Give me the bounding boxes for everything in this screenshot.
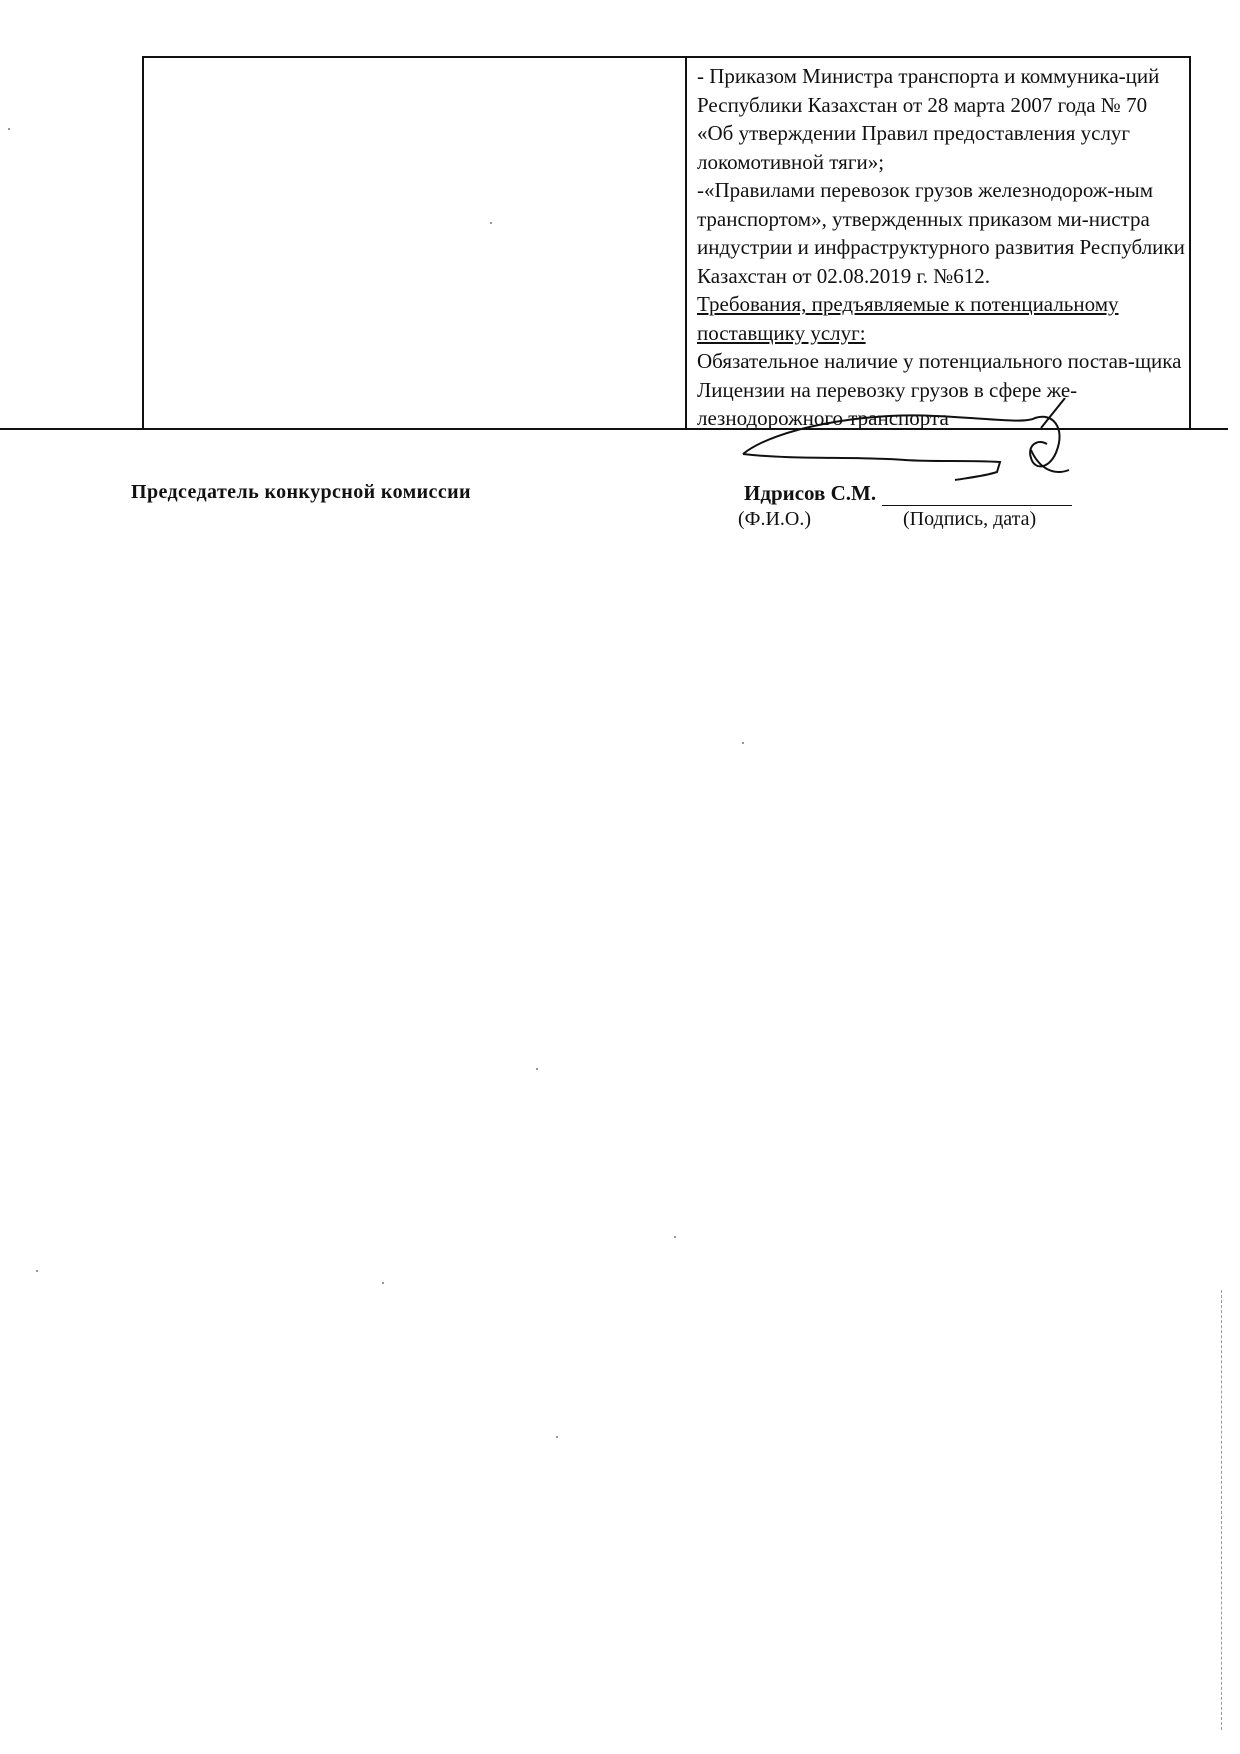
scan-speck (8, 128, 10, 130)
scan-speck (36, 1270, 38, 1272)
requirements-heading: Требования, предъявляемые к потенциальному поставщику услуг: (697, 292, 1119, 345)
table-fragment (142, 56, 1191, 429)
scan-speck (556, 1436, 558, 1438)
scan-speck (490, 222, 492, 224)
signature-line (882, 505, 1072, 506)
regulation-paragraph-1: - Приказом Министра транспорта и коммуника-ций Республики Казахстан от 28 марта 2007 года № 70 «Об утверждении Правил предоставления услуг локомотивной тяги»; (697, 64, 1160, 174)
table-right-cell (697, 62, 1187, 433)
signer-name: Идрисов С.М. (744, 481, 877, 505)
scan-edge-artifact (1221, 1290, 1222, 1730)
requirements-text: Обязательное наличие у потенциального постав-щика Лицензии на перевозку грузов в сфере же-лезнодорожного транспорта (697, 349, 1182, 430)
scan-speck (742, 742, 744, 744)
fio-label: (Ф.И.О.) (738, 508, 812, 530)
signature-date-label: (Подпись, дата) (903, 508, 1037, 530)
chair-label: Председатель конкурсной комиссии (131, 481, 471, 503)
scan-speck (536, 1068, 538, 1070)
table-left-cell (144, 58, 687, 429)
table-bottom-rule (0, 428, 1228, 430)
regulation-paragraph-2: -«Правилами перевозок грузов железнодорож-ным транспортом», утвержденных приказом ми-нистра индустрии и инфраструктурного развития Республики Казахстан от 02.08.2019 г. №612. (697, 178, 1185, 288)
scan-speck (674, 1236, 676, 1238)
scan-speck (382, 1282, 384, 1284)
